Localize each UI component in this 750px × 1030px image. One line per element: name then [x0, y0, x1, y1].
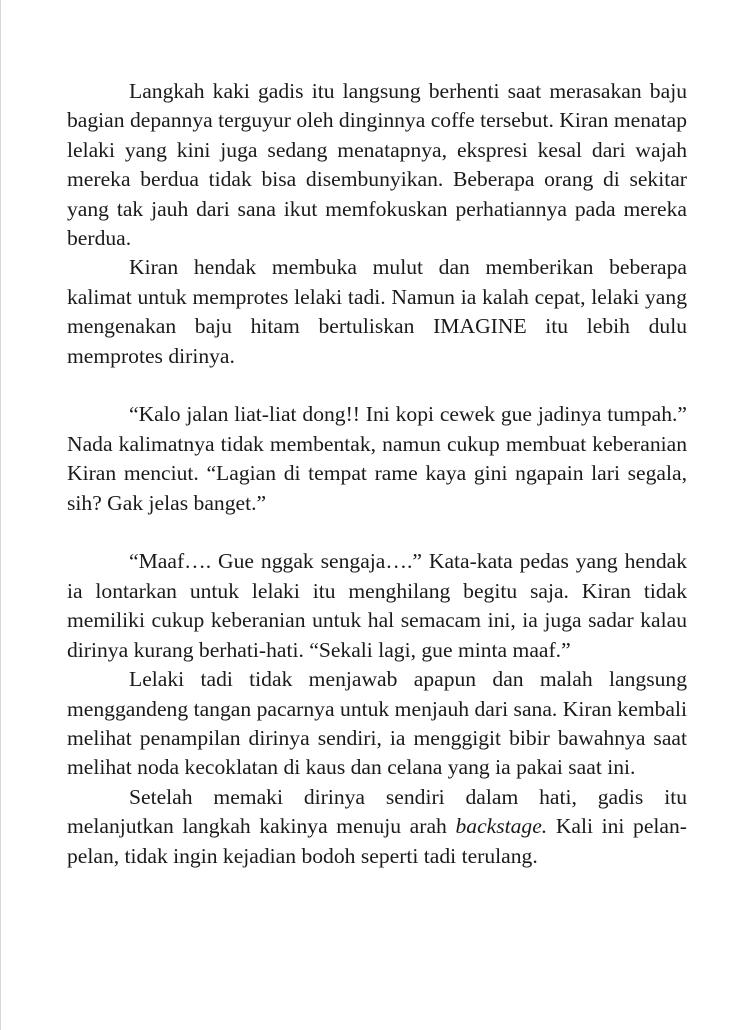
paragraph-6-text-before: Setelah memaki dirinya sendiri dalam hati, gadis itu melanjutkan langkah kakinya menuju arah [67, 784, 687, 839]
paragraph-2: Kiran hendak membuka mulut dan memberikan beberapa kalimat untuk memprotes lelaki tadi. Namun ia kalah cepat, lelaki yang mengenakan baju hitam bertuliskan IMAGINE itu lebih dulu memprotes dirinya. [67, 255, 687, 368]
page-edge-line [0, 0, 1, 1030]
paragraph-6 [67, 783, 687, 871]
paragraph-6-italic-word: backstage. [455, 814, 548, 839]
document-page [67, 77, 687, 871]
paragraph-5: Lelaki tadi tidak menjawab apapun dan malah langsung menggandeng tangan pacarnya untuk menjauh dari sana. Kiran kembali melihat penampilan dirinya sendiri, ia menggigit bibir bawahnya saat melihat noda kecoklatan di kaus dan celana yang ia pakai saat ini. [67, 667, 687, 780]
paragraph-6-text-after: Kali ini pelan-pelan, tidak ingin kejadian bodoh seperti tadi terulang. [67, 814, 687, 868]
paragraph-1: Langkah kaki gadis itu langsung berhenti saat merasakan baju bagian depannya terguyur oleh dinginnya coffe tersebut. Kiran menatap lelaki yang kini juga sedang menatapnya, ekspresi kesal dari wajah mereka berdua tidak bisa disembunyikan. Beberapa orang di sekitar yang tak jauh dari sana ikut memfokuskan perhatiannya pada mereka berdua. [67, 79, 687, 251]
paragraph-4: “Maaf…. Gue nggak sengaja….” Kata-kata pedas yang hendak ia lontarkan untuk lelaki itu menghilang begitu saja. Kiran tidak memiliki cukup keberanian untuk hal semacam ini, ia juga sadar kalau dirinya kurang berhati-hati. “Sekali lagi, gue minta maaf.” [67, 549, 687, 662]
paragraph-3: “Kalo jalan liat-liat dong!! Ini kopi cewek gue jadinya tumpah.” Nada kalimatnya tidak membentak, namun cukup membuat keberanian Kiran menciut. “Lagian di tempat rame kaya gini ngapain lari segala, sih? Gak jelas banget.” [67, 402, 687, 515]
